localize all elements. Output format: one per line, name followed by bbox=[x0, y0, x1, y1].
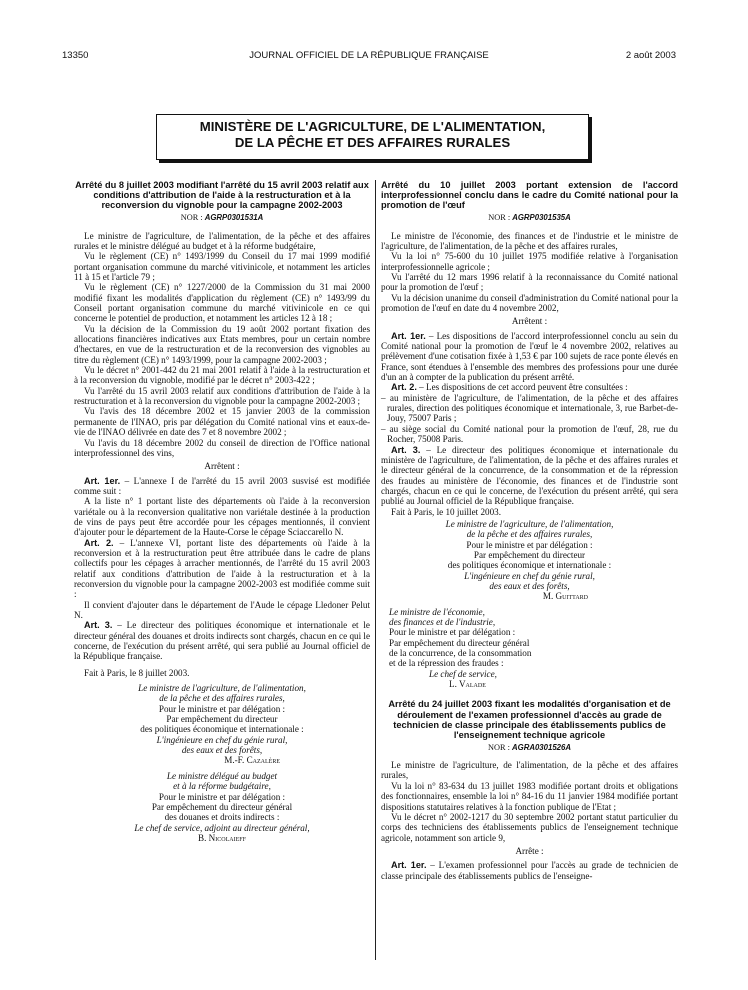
arrete-heading: Arrête : bbox=[515, 845, 544, 856]
nor-reference: NOR : AGRA0301526A bbox=[488, 742, 571, 752]
signatory-name: M. Guittard bbox=[542, 591, 588, 602]
paragraph: Vu l'arrêté du 12 mars 1996 relatif à la reconnaissance du Comité national pour la promotion de l'œuf ; bbox=[381, 272, 678, 293]
paragraph: Le ministre de l'économie, des finances et de l'industrie et le ministre de l'agriculture, de l'alimentation, de la pêche et des affaires rurales, bbox=[381, 230, 678, 251]
left-column bbox=[74, 180, 370, 843]
fait-a-paris: Fait à Paris, le 8 juillet 2003. bbox=[84, 667, 190, 678]
right-column bbox=[381, 180, 678, 881]
arretent-heading: Arrêtent : bbox=[204, 461, 240, 472]
paragraph: Vu le règlement (CE) n° 1493/1999 du Conseil du 17 mai 1999 modifié portant organisation commune du marché vitivinicole, et notamment les articles 11 à 15 et l'article 79 ; bbox=[74, 251, 370, 282]
article-3: Art. 3. – Le directeur des politiques économique et internationale du ministère de l'agriculture, de l'alimentation, de la pêche et des affaires rurales et le directeur général de la concurrence, de la consommation et de la répression des fraudes au ministère de l'économie, des finances et de l'industrie sont chargés, chacun en ce qui le concerne, de l'exécution du présent arrêté, qui sera publié au Journal officiel de la République française. bbox=[381, 444, 678, 507]
fait-a-paris: Fait à Paris, le 10 juillet 2003. bbox=[391, 506, 501, 517]
signature-block: Le ministre de l'agriculture, de l'alimentation, de la pêche et des affaires rurales, Pour le ministre et par délégation : Par empêchement du directeur des politiques économique et internationale : L'ingénieure en chef du génie rural, des eaux et des forêts, M.-F. Cazalère bbox=[74, 683, 370, 766]
article-2: Art. 2. – Les dispositions de cet accord peuvent être consultées : bbox=[391, 382, 628, 393]
paragraph: Vu la décision unanime du conseil d'administration du Comité national pour la promotion de l'œuf en date du 4 novembre 2002, bbox=[381, 292, 678, 314]
list-item: – au siège social du Comité national pour la promotion de l'œuf, 28, rue du Rocher, 75008 Paris. bbox=[381, 423, 678, 445]
signatory-name: B. Nicolaieff bbox=[198, 832, 246, 843]
issue-date: 2 août 2003 bbox=[625, 50, 676, 61]
decree-title: Arrêté du 10 juillet 2003 portant extension de l'accord interprofessionnel conclu dans le cadre du Comité national pour la promotion de l'œuf bbox=[381, 180, 678, 211]
running-header bbox=[62, 50, 676, 64]
paragraph: A la liste n° 1 portant liste des départements où l'aide à la reconversion variétale ou à la reconversion qualitative non variétale destinée à la production de vins de pays peut être accordée pour les cépages mentionnés, il convient d'ajouter pour le département de la Haute-Corse le cépage Sciaccarello N. bbox=[74, 496, 370, 538]
nor-reference: NOR : AGRP0301535A bbox=[488, 213, 571, 223]
signature-block: Le ministre de l'agriculture, de l'alimentation, de la pêche et des affaires rurales, Pour le ministre et par délégation : Par empêchement du directeur des politiques économique et internationale : L'ingénieure en chef du génie rural, des eaux et des forêts, M. Guittard bbox=[381, 519, 678, 602]
signatory-name: M.-F. Cazalère bbox=[224, 755, 280, 766]
paragraph: Vu la décision de la Commission du 19 août 2002 portant fixation des allocations financières indicatives aux Etats membres, pour un certain nombre d'hectares, en vue de la restructuration et de la reconversion des vignobles au titre du règlement (CE) n° 1493/1999, pour la campagne 2002-2003 ; bbox=[74, 323, 370, 365]
signature-block: Le ministre de l'économie, des finances et de l'industrie, Pour le ministre et par délégation : Par empêchement du directeur général de la concurrence, de la consommation et de la répression des fraudes : Le chef de service, L. Valade bbox=[381, 607, 678, 690]
paragraph: Vu l'arrêté du 15 avril 2003 relatif aux conditions d'attribution de l'aide à la restructuration et à la reconversion du vignoble pour la campagne 2002-2003 ; bbox=[74, 385, 370, 407]
paragraph: Vu le règlement (CE) n° 1227/2000 de la Commission du 31 mai 2000 modifié fixant les modalités d'application du règlement (CE) n° 1493/99 du Conseil portant organisation commune du marché vitivinicole en ce qui concerne le potentiel de production, et notamment les articles 12 à 18 ; bbox=[74, 282, 370, 324]
paragraph: Vu le décret n° 2001-442 du 21 mai 2001 relatif à l'aide à la restructuration et à la reconversion du vignoble, modifié par le décret n° 2003-422 ; bbox=[74, 365, 370, 386]
paragraph: Le ministre de l'agriculture, de l'alimentation, de la pêche et des affaires rurales, bbox=[381, 760, 678, 781]
decree-title: Arrêté du 8 juillet 2003 modifiant l'arrêté du 15 avril 2003 relatif aux conditions d'attribution de l'aide à la restructuration et à la reconversion du vignoble pour la campagne 2002-2003 bbox=[75, 180, 369, 211]
journal-title: JOURNAL OFFICIEL DE LA RÉPUBLIQUE FRANÇAISE bbox=[249, 50, 489, 61]
paragraph: Le ministre de l'agriculture, de l'alimentation, de la pêche et des affaires rurales et le ministre délégué au budget et à la réforme budgétaire, bbox=[74, 230, 370, 251]
list-item: – au ministère de l'agriculture, de l'alimentation, de la pêche et des affaires rurales, direction des politiques économique et internationale, 3, rue Barbet-de-Jouy, 75007 Paris ; bbox=[381, 392, 678, 424]
ministry-line-2: DE LA PÊCHE ET DES AFFAIRES RURALES bbox=[234, 135, 511, 150]
article-1: Art. 1er. – L'examen professionnel pour l'accès au grade de technicien de classe principale des établissements publics de l'enseigne- bbox=[381, 860, 678, 881]
signatory-name: L. Valade bbox=[449, 679, 486, 690]
paragraph: Vu la loi n° 75-600 du 10 juillet 1975 modifiée relative à l'organisation interprofessionnelle agricole ; bbox=[381, 251, 678, 272]
ministry-line-1: MINISTÈRE DE L'AGRICULTURE, DE L'ALIMENTATION, bbox=[199, 119, 546, 134]
signature-block: Le ministre délégué au budget et à la réforme budgétaire, Pour le ministre et par délégation : Par empêchement du directeur général des douanes et droits indirects : Le chef de service, adjoint au directeur général, B. Nicolaieff bbox=[74, 771, 370, 843]
paragraph: Il convient d'ajouter dans le département de l'Aude le cépage Lledoner Pelut N. bbox=[74, 599, 370, 620]
article-1: Art. 1er. – L'annexe I de l'arrêté du 15 avril 2003 susvisé est modifiée comme suit : bbox=[74, 475, 370, 496]
nor-reference: NOR : AGRP0301531A bbox=[180, 213, 264, 223]
article-1: Art. 1er. – Les dispositions de l'accord interprofessionnel conclu au sein du Comité national pour la promotion de l'œuf le 4 novembre 2002, relatives au prélèvement d'une cotisation fixée à 1,53 € par 100 sujets de race ponte élevés en France, sont étendues à l'ensemble des membres des professions pour une durée d'un an à compter de la publication du présent arrêté. bbox=[381, 330, 678, 383]
article-3: Art. 3. – Le directeur des politiques économique et internationale et le directeur général des douanes et droits indirects sont chargés, chacun en ce qui le concerne, de l'exécution du présent arrêté, qui sera publié au Journal officiel de la République française. bbox=[74, 620, 370, 662]
arretent-heading: Arrêtent : bbox=[511, 316, 548, 327]
column-divider bbox=[375, 180, 376, 960]
ministry-box bbox=[156, 114, 589, 160]
paragraph: Vu l'avis des 18 décembre 2002 et 15 janvier 2003 de la commission permanente de l'INAO, pris par délégation du Comité national vins et eaux-de-vie de l'INAO délivrée en date des 7 et 8 novembre 2002 ; bbox=[74, 406, 370, 438]
decree-title: Arrêté du 24 juillet 2003 fixant les modalités d'organisation et de déroulement de l'examen professionnel d'accès au grade de technicien de classe principale des établissements publics de l'enseignement technique agricole bbox=[388, 699, 671, 740]
article-2: Art. 2. – L'annexe VI, portant liste des départements où l'aide à la reconversion et à la restructuration peut être attribuée dans le cadre de plans collectifs pour les cépages à arracher mentionnés, de l'arrêté du 15 avril 2003 relatif aux conditions d'attribution de l'aide à la restructuration et à la reconversion du vignoble pour la campagne 2002-2003 est modifiée comme suit : bbox=[74, 537, 370, 600]
paragraph: Vu l'avis du 18 décembre 2002 du conseil de direction de l'Office national interprofessionnel des vins, bbox=[74, 437, 370, 458]
page-number: 13350 bbox=[62, 50, 89, 61]
paragraph: Vu la loi n° 83-634 du 13 juillet 1983 modifiée portant droits et obligations des fonctionnaires, ensemble la loi n° 84-16 du 11 janvier 1984 modifiée portant dispositions statutaires relatives à la fonction publique de l'Etat ; bbox=[381, 780, 678, 812]
paragraph: Vu le décret n° 2002-1217 du 30 septembre 2002 portant statut particulier du corps des techniciens des établissements publics de l'enseignement technique agricole, notamment son article 9, bbox=[381, 811, 678, 843]
